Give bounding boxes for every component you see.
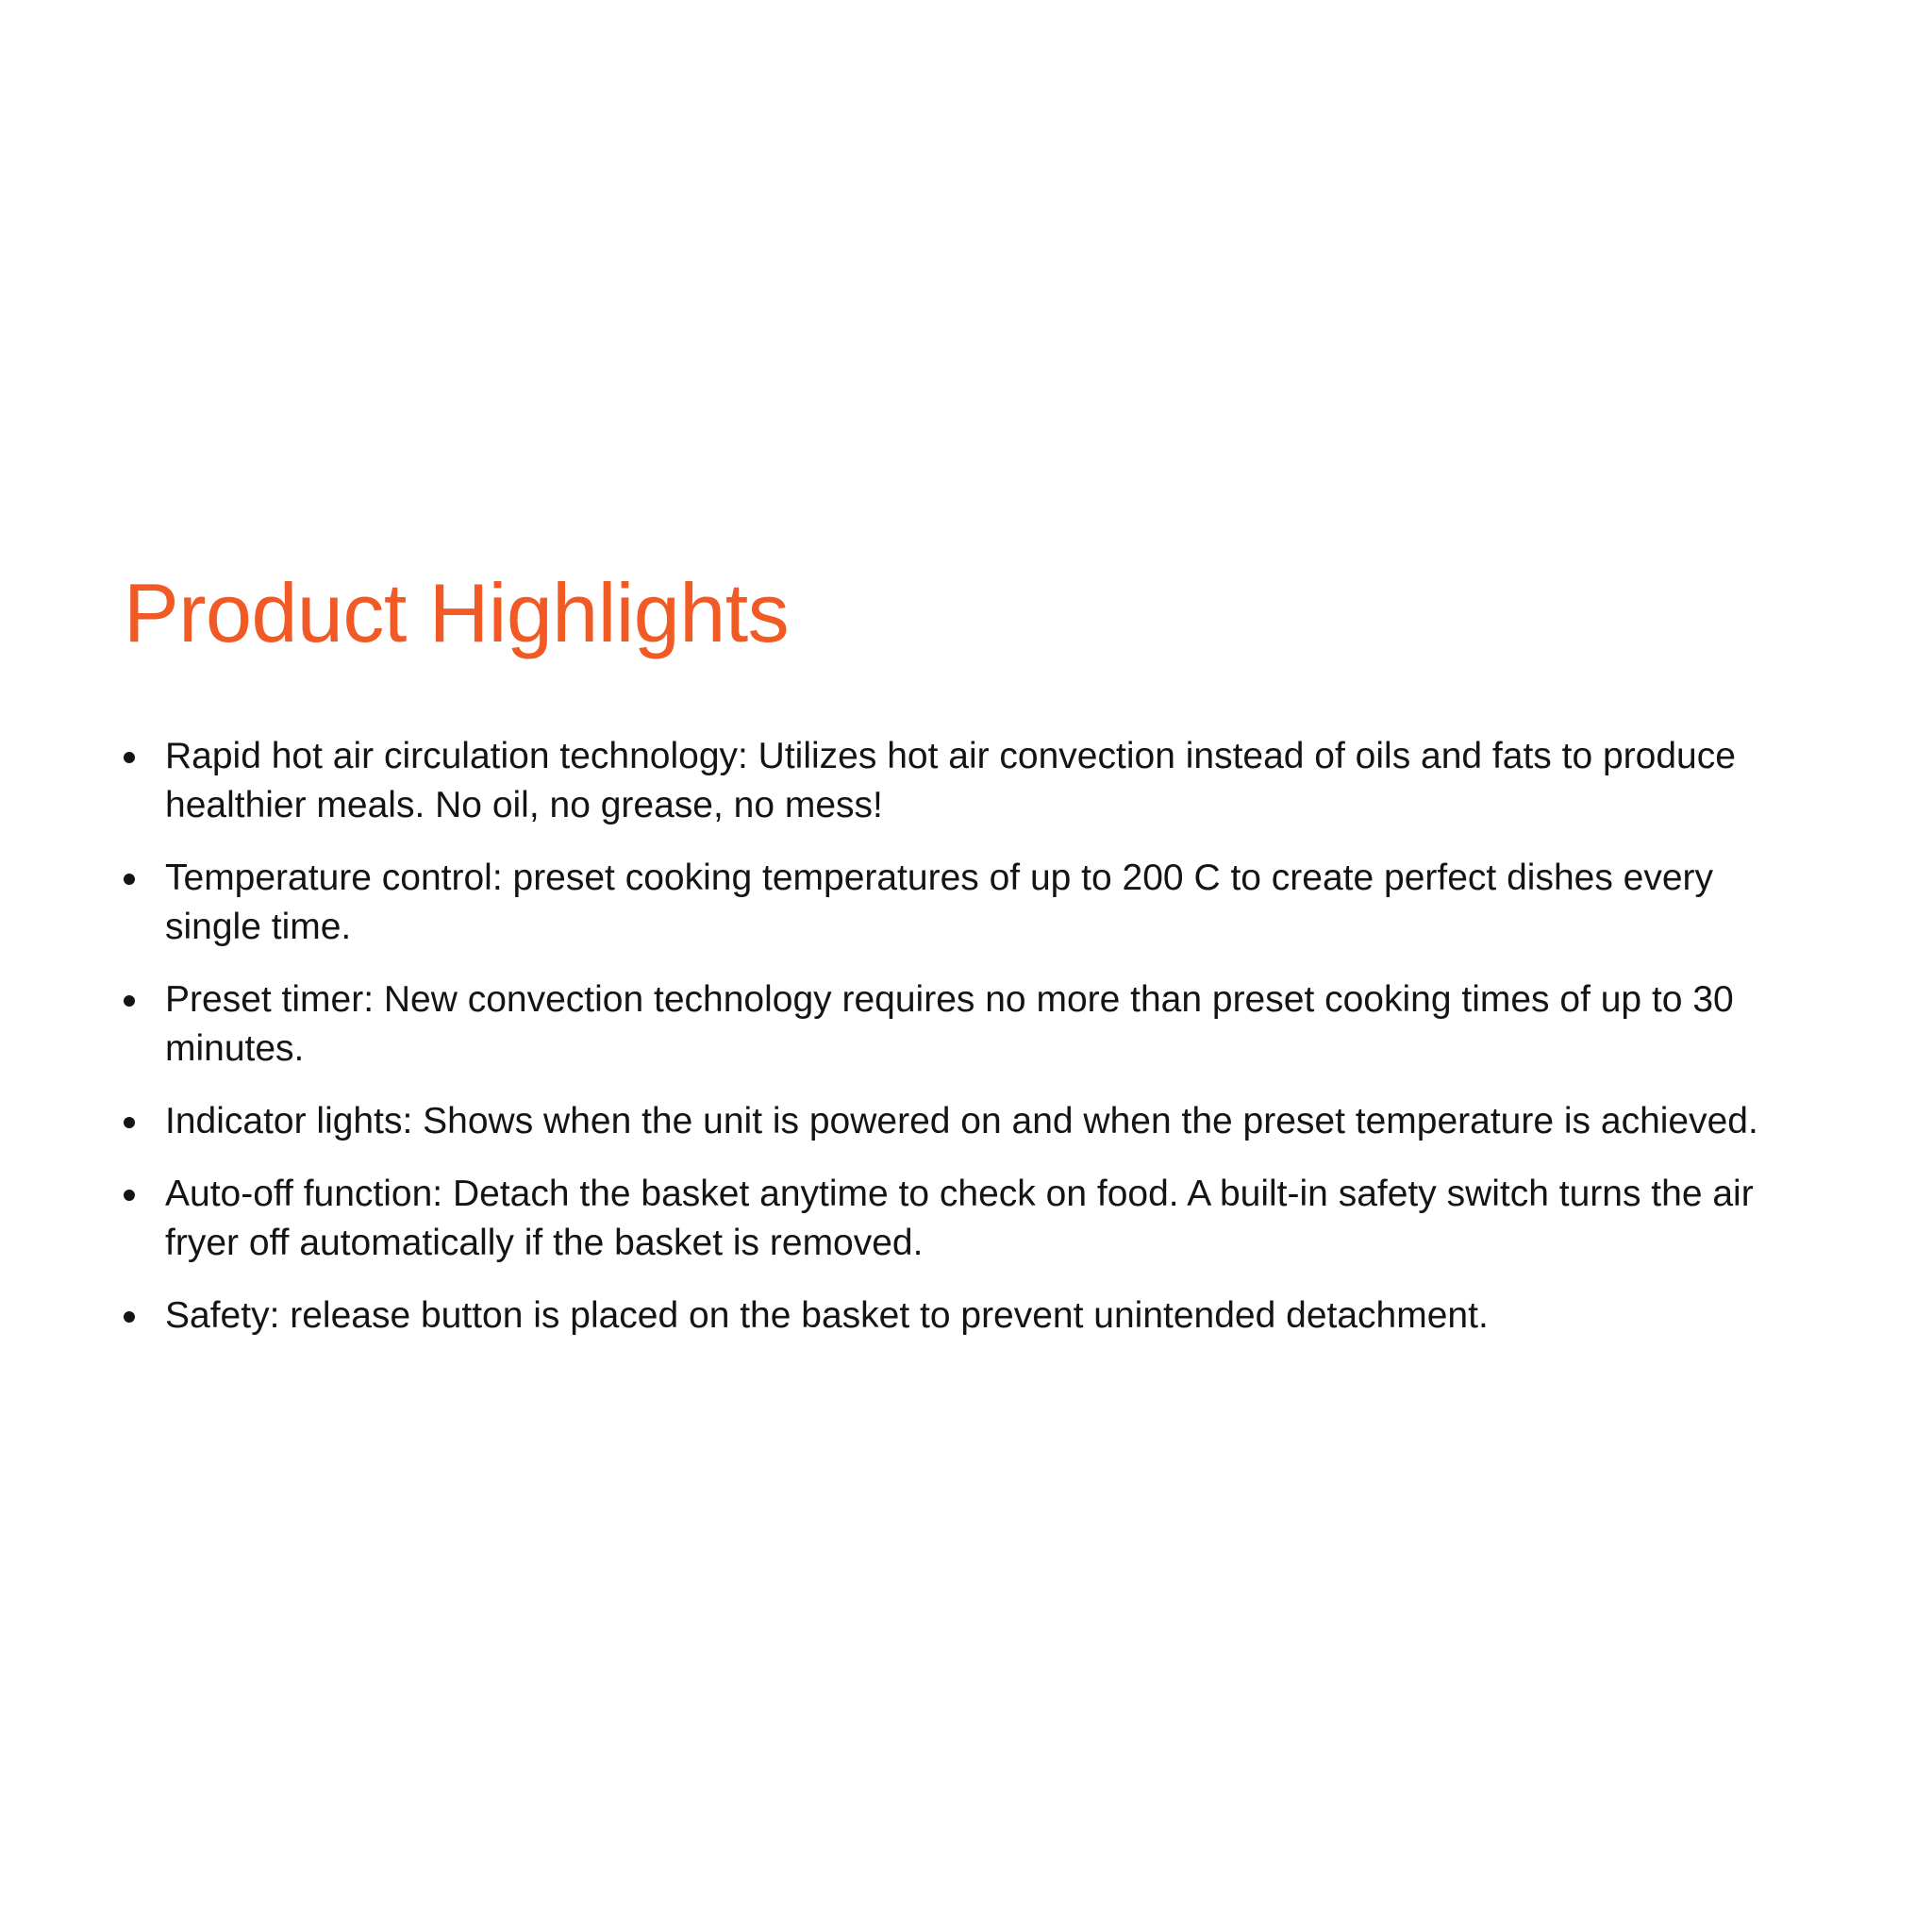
- bullet-icon: [124, 995, 135, 1007]
- bullet-icon: [124, 874, 135, 885]
- list-item-text: Indicator lights: Shows when the unit is powered on and when the preset temperature is achieved.: [165, 1101, 1758, 1141]
- bullet-icon: [124, 752, 135, 763]
- bullet-icon: [124, 1117, 135, 1128]
- bullet-icon: [124, 1311, 135, 1323]
- page-title: Product Highlights: [124, 566, 790, 659]
- list-item: [124, 1291, 1784, 1341]
- list-item-text: Preset timer: New convection technology requires no more than preset cooking times of up to 30 minutes.: [165, 979, 1734, 1069]
- list-item: [124, 975, 1784, 1074]
- list-item-text: Rapid hot air circulation technology: Utilizes hot air convection instead of oils and fats to produce healthier meals. No oil, no grease, no mess!: [165, 736, 1736, 825]
- list-item: [124, 1097, 1784, 1146]
- list-item-text: Temperature control: preset cooking temperatures of up to 200 C to create perfect dishes every single time.: [165, 858, 1714, 947]
- list-item: [124, 732, 1784, 830]
- list-item-text: Auto-off function: Detach the basket anytime to check on food. A built-in safety switch turns the air fryer off automatically if the basket is removed.: [165, 1174, 1754, 1263]
- product-highlights-section: [124, 564, 1822, 1364]
- list-item: [124, 1170, 1784, 1268]
- highlights-list: [124, 732, 1784, 1341]
- list-item-text: Safety: release button is placed on the basket to prevent unintended detachment.: [165, 1295, 1489, 1336]
- bullet-icon: [124, 1190, 135, 1201]
- list-item: [124, 854, 1784, 952]
